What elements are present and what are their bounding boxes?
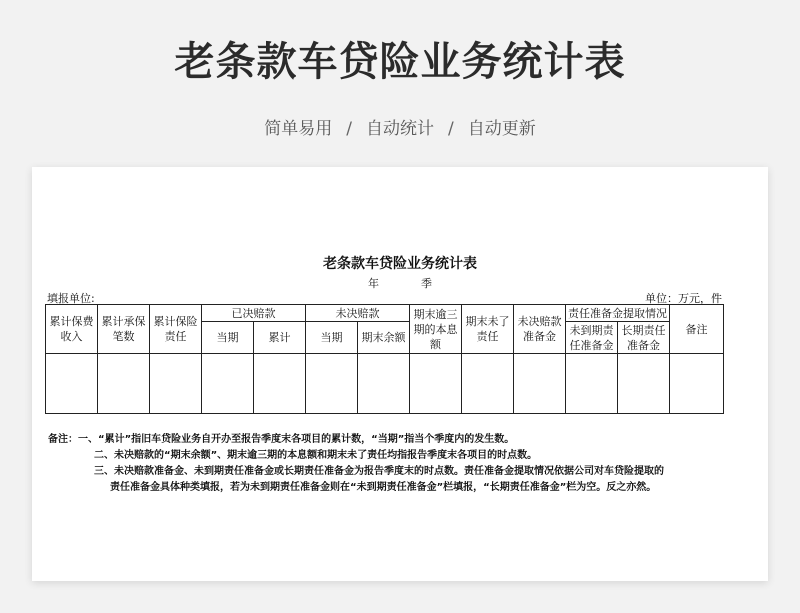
header-settled-current: 当期	[202, 322, 254, 354]
data-cell[interactable]	[566, 354, 618, 414]
year-quarter-line	[32, 275, 768, 291]
table-row	[46, 354, 724, 414]
document-title: 老条款车贷险业务统计表	[323, 256, 477, 272]
data-cell[interactable]	[306, 354, 358, 414]
header-unexpired-reserve: 未到期责任准备金	[566, 322, 618, 354]
data-cell[interactable]	[670, 354, 724, 414]
header-liability-reserve: 责任准备金提取情况	[566, 305, 670, 322]
statistics-table	[45, 304, 724, 414]
data-cell[interactable]	[254, 354, 306, 414]
note-line-3: 三、未决赔款准备金、未到期责任准备金或长期责任准备金为报告季度末的时点数。责任准备金提取情况依据公司对车贷险提取的	[94, 466, 664, 477]
data-cell[interactable]	[202, 354, 254, 414]
data-cell[interactable]	[410, 354, 462, 414]
header-settled-claims: 已决赔款	[202, 305, 306, 322]
header-remark: 备注	[670, 305, 724, 354]
data-cell[interactable]	[462, 354, 514, 414]
page-title: 老条款车贷险业务统计表	[174, 39, 626, 85]
header-period-end-liability: 期末未了责任	[462, 305, 514, 354]
header-overdue-3: 期末逾三期的本息额	[410, 305, 462, 354]
header-settled-cumulative: 累计	[254, 322, 306, 354]
document-sheet	[32, 167, 768, 581]
data-cell[interactable]	[514, 354, 566, 414]
header-cumulative-count: 累计承保笔数	[98, 305, 150, 354]
note-line-2: 二、未决赔款的“期末余额”、期末逾三期的本息额和期末未了责任均指报告季度末各项目的时点数。	[94, 450, 538, 461]
year-label: 年	[368, 277, 379, 290]
tag-auto-update: 自动更新	[467, 119, 536, 139]
data-cell[interactable]	[150, 354, 202, 414]
data-cell[interactable]	[358, 354, 410, 414]
notes-block	[48, 432, 760, 496]
tag-easy: 简单易用	[264, 119, 333, 139]
separator: /	[346, 119, 352, 139]
data-cell[interactable]	[98, 354, 150, 414]
header-long-term-reserve: 长期责任准备金	[618, 322, 670, 354]
quarter-label: 季	[421, 277, 432, 290]
note-line-1: 备注：一、“累计”指旧车贷险业务自开办至报告季度末各项目的累计数，“当期”指当个季度内的发生数。	[48, 434, 515, 445]
header-unsettled-current: 当期	[306, 322, 358, 354]
data-cell[interactable]	[618, 354, 670, 414]
feature-tags	[0, 114, 800, 139]
money-unit-label: 单位：万元，件	[645, 292, 722, 305]
header-unsettled-end-balance: 期末余额	[358, 322, 410, 354]
note-line-4: 责任准备金具体种类填报，若为未到期责任准备金则在“未到期责任准备金”栏填报，“长期责任准备金”栏为空。反之亦然。	[110, 482, 657, 493]
header-cumulative-liability: 累计保险责任	[150, 305, 202, 354]
separator: /	[448, 119, 454, 139]
header-unsettled-claims: 未决赔款	[306, 305, 410, 322]
header-unsettled-reserve: 未决赔款准备金	[514, 305, 566, 354]
tag-auto-stat: 自动统计	[366, 119, 434, 139]
data-cell[interactable]	[46, 354, 98, 414]
header-cumulative-premium: 累计保费收入	[46, 305, 98, 354]
fill-unit-label: 填报单位:	[47, 292, 95, 305]
